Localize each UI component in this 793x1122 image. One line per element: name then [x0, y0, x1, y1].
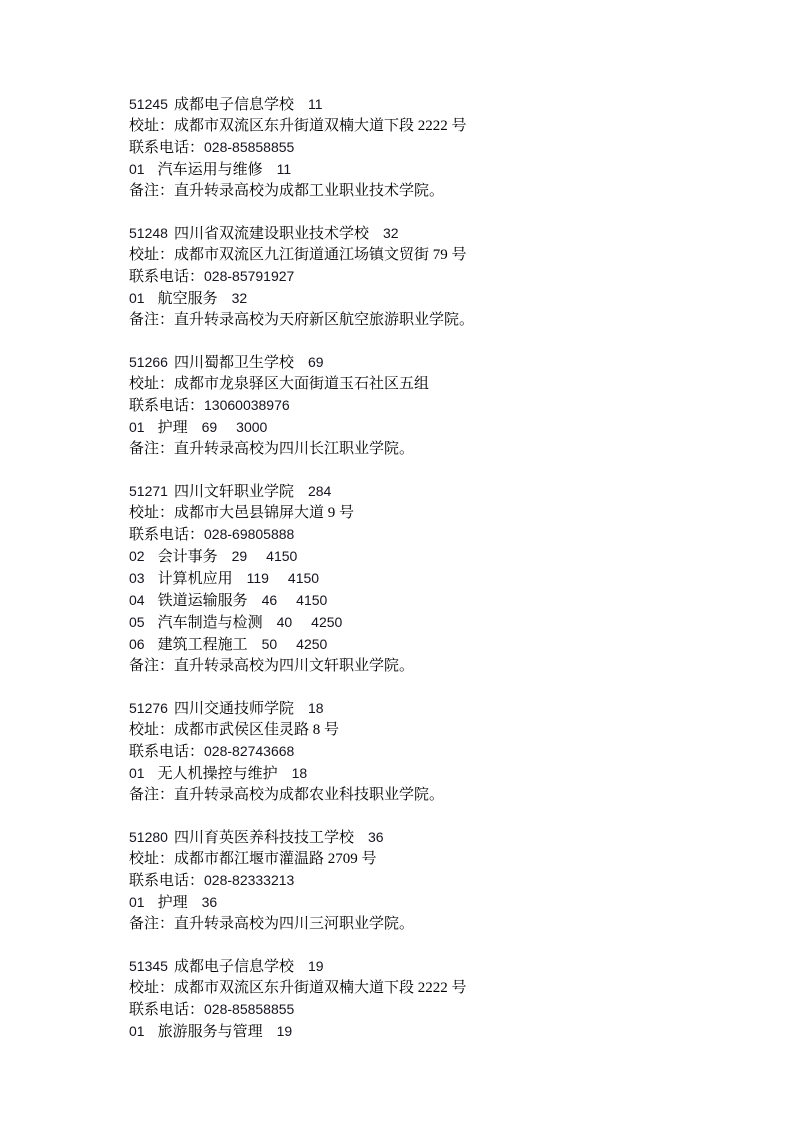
major-line	[129, 159, 733, 181]
school-quota: 69	[307, 354, 324, 370]
major-line	[129, 417, 733, 439]
address-text: 成都市大邑县锦屏大道 9 号	[174, 505, 355, 521]
address-label: 校址：	[129, 247, 175, 263]
note-label: 备注：	[129, 658, 175, 674]
major-fee: 4150	[287, 570, 320, 586]
school-name: 四川蜀都卫生学校	[173, 355, 294, 371]
major-name: 护理	[157, 895, 188, 911]
school-code: 51266	[129, 354, 168, 370]
school-block	[129, 94, 733, 202]
major-name: 无人机操控与维护	[157, 766, 278, 782]
note-text: 直升转录高校为四川长江职业学院。	[174, 441, 415, 457]
phone-number: 028-82743668	[204, 743, 295, 759]
note-line	[129, 914, 733, 935]
school-header-line	[129, 698, 733, 720]
school-code: 51271	[129, 483, 168, 499]
address-label: 校址：	[129, 505, 175, 521]
phone-line	[129, 870, 733, 892]
school-name: 四川交通技师学院	[173, 701, 294, 717]
major-quota: 119	[246, 570, 269, 586]
major-name: 汽车运用与维修	[157, 162, 263, 178]
address-line	[129, 245, 733, 266]
school-quota: 36	[367, 829, 384, 845]
phone-line	[129, 266, 733, 288]
school-quota: 19	[307, 958, 324, 974]
address-label: 校址：	[129, 980, 175, 996]
phone-label: 联系电话：	[129, 140, 205, 156]
major-code: 03	[129, 570, 145, 586]
paragraph-spacer	[129, 202, 733, 223]
major-code: 04	[129, 592, 145, 608]
major-line	[129, 1021, 733, 1043]
major-code: 01	[129, 161, 145, 177]
school-code: 51345	[129, 958, 168, 974]
school-header-line	[129, 352, 733, 374]
major-code: 01	[129, 419, 145, 435]
major-fee: 4250	[296, 636, 328, 652]
address-line	[129, 720, 733, 741]
address-text: 成都市龙泉驿区大面街道玉石社区五组	[174, 376, 430, 392]
major-line	[129, 288, 733, 310]
major-quota: 69	[201, 419, 218, 435]
school-header-line	[129, 481, 733, 503]
phone-number: 028-69805888	[204, 526, 295, 542]
phone-label: 联系电话：	[129, 744, 205, 760]
major-code: 05	[129, 614, 145, 630]
phone-label: 联系电话：	[129, 1002, 205, 1018]
school-header-line	[129, 94, 733, 116]
note-label: 备注：	[129, 183, 175, 199]
major-quota: 50	[261, 636, 278, 652]
school-quota: 32	[382, 225, 399, 241]
school-quota: 18	[307, 700, 324, 716]
major-line	[129, 612, 733, 634]
address-text: 成都市双流区东升街道双楠大道下段 2222 号	[174, 980, 467, 996]
phone-line	[129, 395, 733, 417]
phone-label: 联系电话：	[129, 873, 205, 889]
major-line	[129, 892, 733, 914]
major-line	[129, 568, 733, 590]
major-line	[129, 763, 733, 785]
school-name: 成都电子信息学校	[173, 97, 294, 113]
phone-number: 028-82333213	[204, 872, 295, 888]
address-text: 成都市都江堰市灌温路 2709 号	[174, 851, 377, 867]
major-fee: 4150	[296, 592, 328, 608]
note-text: 直升转录高校为四川文轩职业学院。	[174, 658, 415, 674]
major-quota: 29	[231, 548, 248, 564]
phone-line	[129, 524, 733, 546]
note-line	[129, 439, 733, 460]
phone-label: 联系电话：	[129, 398, 205, 414]
school-quota: 284	[307, 483, 332, 499]
phone-number: 13060038976	[204, 397, 290, 413]
phone-number: 028-85858855	[204, 139, 295, 155]
major-quota: 40	[276, 614, 293, 630]
school-code: 51276	[129, 700, 168, 716]
phone-line	[129, 741, 733, 763]
address-line	[129, 503, 733, 524]
phone-number: 028-85791927	[204, 268, 295, 284]
school-block	[129, 827, 733, 935]
major-name: 汽车制造与检测	[157, 615, 263, 631]
address-text: 成都市武侯区佳灵路 8 号	[174, 722, 340, 738]
phone-number: 028-85858855	[204, 1001, 295, 1017]
major-code: 01	[129, 290, 145, 306]
school-header-line	[129, 956, 733, 978]
major-quota: 46	[261, 592, 278, 608]
school-block	[129, 698, 733, 806]
major-quota: 11	[276, 161, 292, 177]
address-text: 成都市双流区九江街道通江场镇文贸街 79 号	[174, 247, 467, 263]
major-quota: 18	[291, 765, 308, 781]
major-name: 计算机应用	[157, 571, 233, 587]
major-code: 01	[129, 765, 145, 781]
paragraph-spacer	[129, 460, 733, 481]
note-text: 直升转录高校为四川三河职业学院。	[174, 916, 415, 932]
major-quota: 32	[231, 290, 248, 306]
school-name: 成都电子信息学校	[173, 959, 294, 975]
note-label: 备注：	[129, 441, 175, 457]
note-label: 备注：	[129, 916, 175, 932]
note-line	[129, 656, 733, 677]
paragraph-spacer	[129, 677, 733, 698]
address-label: 校址：	[129, 376, 175, 392]
phone-label: 联系电话：	[129, 527, 205, 543]
address-label: 校址：	[129, 722, 175, 738]
note-text: 直升转录高校为天府新区航空旅游职业学院。	[174, 312, 475, 328]
major-quota: 19	[276, 1023, 293, 1039]
phone-label: 联系电话：	[129, 269, 205, 285]
note-text: 直升转录高校为成都工业职业技术学院。	[174, 183, 445, 199]
note-line	[129, 785, 733, 806]
school-name: 四川省双流建设职业技术学校	[173, 226, 369, 242]
phone-line	[129, 999, 733, 1021]
paragraph-spacer	[129, 331, 733, 352]
note-text: 直升转录高校为成都农业科技职业学院。	[174, 787, 445, 803]
school-name: 四川文轩职业学院	[173, 484, 294, 500]
major-line	[129, 590, 733, 612]
major-line	[129, 634, 733, 656]
paragraph-spacer	[129, 935, 733, 956]
major-code: 01	[129, 894, 145, 910]
major-name: 会计事务	[157, 549, 218, 565]
paragraph-spacer	[129, 806, 733, 827]
major-quota: 36	[201, 894, 218, 910]
major-code: 06	[129, 636, 145, 652]
note-line	[129, 310, 733, 331]
major-name: 旅游服务与管理	[157, 1024, 263, 1040]
major-line	[129, 546, 733, 568]
major-fee: 4150	[266, 548, 298, 564]
major-name: 航空服务	[157, 291, 218, 307]
school-header-line	[129, 223, 733, 245]
address-line	[129, 978, 733, 999]
phone-line	[129, 137, 733, 159]
school-quota: 11	[307, 96, 323, 112]
note-label: 备注：	[129, 787, 175, 803]
address-label: 校址：	[129, 118, 175, 134]
school-name: 四川育英医养科技技工学校	[173, 830, 354, 846]
note-line	[129, 181, 733, 202]
school-block	[129, 352, 733, 460]
school-header-line	[129, 827, 733, 849]
school-block	[129, 956, 733, 1043]
address-line	[129, 116, 733, 137]
address-line	[129, 374, 733, 395]
note-label: 备注：	[129, 312, 175, 328]
school-block	[129, 223, 733, 331]
major-name: 铁道运输服务	[157, 593, 248, 609]
address-text: 成都市双流区东升街道双楠大道下段 2222 号	[174, 118, 467, 134]
school-code: 51245	[129, 96, 168, 112]
address-label: 校址：	[129, 851, 175, 867]
major-code: 01	[129, 1023, 145, 1039]
major-fee: 4250	[311, 614, 343, 630]
school-code: 51280	[129, 829, 168, 845]
major-name: 护理	[157, 420, 188, 436]
school-block	[129, 481, 733, 677]
school-code: 51248	[129, 225, 168, 241]
major-fee: 3000	[236, 419, 268, 435]
major-name: 建筑工程施工	[157, 637, 248, 653]
major-code: 02	[129, 548, 145, 564]
address-line	[129, 849, 733, 870]
